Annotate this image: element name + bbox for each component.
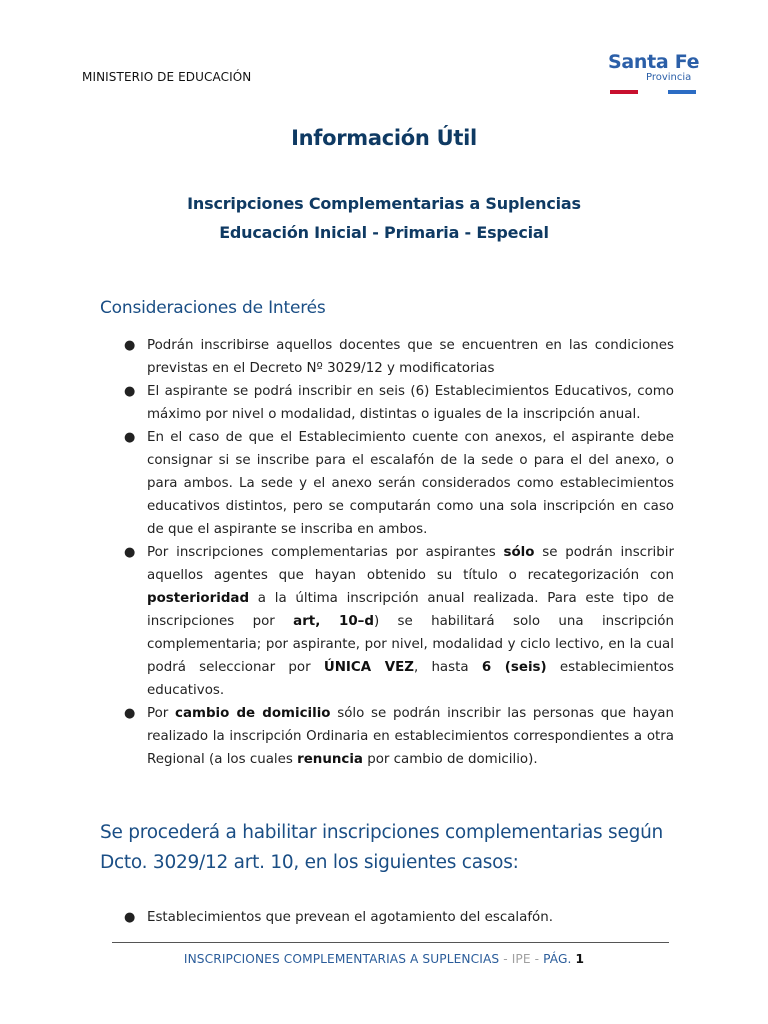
bullet-icon: ● <box>124 338 136 353</box>
footer-doc-title: INSCRIPCIONES COMPLEMENTARIAS A SUPLENCIAS <box>183 952 500 966</box>
list-item: ● Establecimientos que prevean el agotamiento del escalafón. <box>147 906 674 929</box>
bullet-icon: ● <box>124 910 136 925</box>
bullet-icon: ● <box>124 430 136 445</box>
logo-sub: Provincia <box>646 72 692 83</box>
section-heading-cases: Se procederá a habilitar inscripciones complementarias según Dcto. 3029/12 art. 10, en los siguientes casos: <box>100 822 664 873</box>
section-heading-considerations: Consideraciones de Interés <box>100 298 326 318</box>
page-footer <box>0 952 768 966</box>
list-item: ● Por cambio de domicilio sólo se podrán inscribir las personas que hayan realizado la inscripción Ordinaria en establecimientos correspondientes a otra Regional (a los cuales renuncia por cambio de domicilio). <box>147 702 674 771</box>
footer-page-number: 1 <box>575 952 585 966</box>
list-item: ● Podrán inscribirse aquellos docentes que se encuentren en las condiciones previstas en el Decreto Nº 3029/12 y modificatorias <box>147 334 674 380</box>
considerations-list <box>124 334 674 771</box>
list-item: ● Por inscripciones complementarias por aspirantes sólo se podrán inscribir aquellos agentes que hayan obtenido su título o recategorización con posterioridad a la última inscripción anual realizada. Para este tipo de inscripciones por art, 10–d) se habilitará solo una inscripción complementaria; por aspirante, por nivel, modalidad y ciclo lectivo, en la cual podrá seleccionar por ÚNICA VEZ, hasta 6 (seis) establecimientos educativos. <box>147 541 674 702</box>
footer-page-label: PÁG. <box>543 952 572 966</box>
bullet-icon: ● <box>124 545 136 560</box>
santa-fe-logo <box>596 44 708 106</box>
logo-blue-bar <box>668 90 696 94</box>
cases-list <box>124 906 674 929</box>
footer-divider <box>112 942 669 943</box>
bullet-icon: ● <box>124 384 136 399</box>
list-item: ● En el caso de que el Establecimiento cuente con anexos, el aspirante debe consignar si se inscribe para el escalafón de la sede o para el del anexo, o para ambos. La sede y el anexo serán considerados como establecimientos educativos distintos, pero se computarán como una sola inscripción en caso de que el aspirante se inscriba en ambos. <box>147 426 674 541</box>
subtitle-line-2: Educación Inicial - Primaria - Especial <box>219 223 549 242</box>
ministry-name: MINISTERIO DE EDUCACIÓN <box>82 70 252 84</box>
logo-red-bar <box>610 90 638 94</box>
list-item: ● El aspirante se podrá inscribir en seis (6) Establecimientos Educativos, como máximo por nivel o modalidad, distintas o iguales de la inscripción anual. <box>147 380 674 426</box>
footer-separator: - <box>499 952 512 966</box>
bullet-icon: ● <box>124 706 136 721</box>
logo-name: Santa Fe <box>608 51 700 73</box>
subtitle-line-1: Inscripciones Complementarias a Suplencias <box>187 194 581 213</box>
footer-separator: - <box>530 952 544 966</box>
page-title: Información Útil <box>291 126 477 150</box>
footer-org: IPE <box>511 952 531 966</box>
